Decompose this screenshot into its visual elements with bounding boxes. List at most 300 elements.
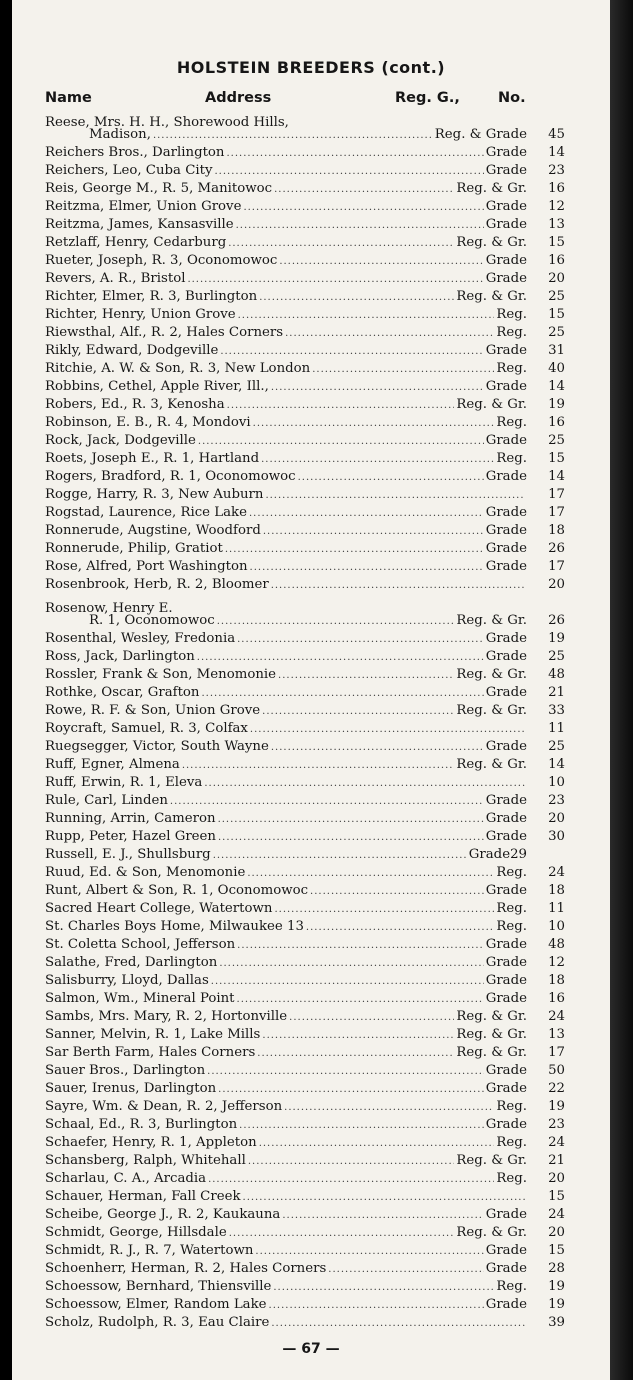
registration-class: Reg. & Gr. — [456, 1009, 527, 1024]
herd-count: 25 — [548, 433, 565, 448]
herd-count: 22 — [548, 1081, 565, 1096]
registration-class: Grade — [485, 433, 527, 448]
list-item — [45, 1170, 565, 1188]
dot-leader — [328, 1261, 483, 1279]
list-item — [45, 558, 565, 576]
list-item — [45, 756, 565, 774]
registration-class: Grade — [485, 541, 527, 556]
breeder-name-address: Riewsthal, Alf., R. 2, Hales Corners — [45, 325, 284, 340]
herd-count: 19 — [548, 1099, 565, 1114]
dot-leader — [249, 505, 484, 523]
dot-leader — [289, 1009, 454, 1027]
registration-class: Reg. & Gr. — [456, 1225, 527, 1240]
herd-count: 15 — [548, 451, 565, 466]
registration-class: Grade — [485, 559, 527, 574]
herd-count: 45 — [548, 127, 565, 142]
breeder-name-address: St. Charles Boys Home, Milwaukee 13 — [45, 919, 304, 934]
dot-leader — [250, 559, 484, 577]
registration-class: Grade — [485, 1063, 527, 1078]
dot-leader — [298, 469, 484, 487]
dot-leader — [262, 1027, 454, 1045]
list-item — [45, 594, 565, 616]
list-item — [45, 522, 565, 540]
herd-count: 19 — [548, 1279, 565, 1294]
list-item — [45, 1188, 565, 1206]
dot-leader — [243, 1189, 525, 1207]
list-item — [45, 144, 565, 162]
registration-class: Reg. & Gr. — [456, 1027, 527, 1042]
list-item — [45, 1152, 565, 1170]
list-item — [45, 504, 565, 522]
list-item — [45, 108, 565, 130]
herd-count: 25 — [548, 289, 565, 304]
breeder-name-address: Madison, — [89, 127, 151, 142]
list-item — [45, 1296, 565, 1314]
herd-count: 10 — [548, 919, 565, 934]
herd-count: 48 — [548, 667, 565, 682]
dot-leader — [257, 1045, 454, 1063]
list-item — [45, 270, 565, 288]
registration-class: Reg. — [496, 415, 527, 430]
herd-count: 16 — [548, 181, 565, 196]
registration-class: Grade — [485, 829, 527, 844]
registration-class: Grade — [485, 217, 527, 232]
list-item — [45, 1008, 565, 1026]
herd-count: 16 — [548, 253, 565, 268]
list-item — [45, 936, 565, 954]
list-item — [45, 702, 565, 720]
herd-count: 15 — [548, 1243, 565, 1258]
herd-count: 12 — [548, 199, 565, 214]
herd-count: 14 — [548, 145, 565, 160]
dot-leader — [269, 1297, 484, 1315]
registration-class: Reg. & Gr. — [456, 757, 527, 772]
list-item — [45, 810, 565, 828]
breeder-name-address: Robbins, Cethel, Apple River, Ill., — [45, 379, 269, 394]
herd-count: 24 — [548, 865, 565, 880]
dot-leader — [284, 1099, 494, 1117]
dot-leader — [243, 199, 483, 217]
book-spine — [610, 0, 633, 1380]
breeder-name-address: Rossler, Frank & Son, Menomonie — [45, 667, 277, 682]
herd-count: 20 — [548, 271, 565, 286]
breeder-name-address: Richter, Elmer, R. 3, Burlington — [45, 289, 258, 304]
dot-leader — [312, 361, 494, 379]
registration-class: Reg. — [496, 361, 527, 376]
registration-class: Reg. — [496, 307, 527, 322]
dot-leader — [250, 721, 525, 739]
list-item — [45, 432, 565, 450]
herd-count: 23 — [548, 163, 565, 178]
dot-leader — [279, 253, 483, 271]
dot-leader — [198, 433, 484, 451]
breeder-name-address: Rogers, Bradford, R. 1, Oconomowoc — [45, 469, 296, 484]
breeder-name-address: Rogge, Harry, R. 3, New Auburn — [45, 487, 264, 502]
registration-class: Reg. & Gr. — [456, 397, 527, 412]
list-item — [45, 1062, 565, 1080]
breeder-name-address: Rosenow, Henry E. — [45, 601, 173, 616]
dot-leader — [262, 703, 454, 721]
list-item — [45, 1134, 565, 1152]
dot-leader — [237, 631, 484, 649]
list-item — [45, 1080, 565, 1098]
dot-leader — [271, 577, 525, 595]
herd-count: 17 — [548, 505, 565, 520]
dot-leader — [227, 397, 455, 415]
registration-class: Reg. — [496, 919, 527, 934]
breeder-name-address: Sauer Bros., Darlington — [45, 1063, 206, 1078]
herd-count: 19 — [548, 1297, 565, 1312]
herd-count: 25 — [548, 325, 565, 340]
dot-leader — [237, 991, 484, 1009]
registration-class: Reg. — [496, 901, 527, 916]
registration-class: Grade — [485, 199, 527, 214]
dot-leader — [261, 451, 494, 469]
dot-leader — [253, 415, 495, 433]
herd-count: 50 — [548, 1063, 565, 1078]
dot-leader — [175, 594, 525, 612]
list-item — [45, 288, 565, 306]
registration-class: Reg. — [496, 1135, 527, 1150]
breeder-name-address: Schmidt, R. J., R. 7, Watertown — [45, 1243, 254, 1258]
herd-count: 15 — [548, 235, 565, 250]
herd-count: 20 — [548, 1225, 565, 1240]
list-item — [45, 828, 565, 846]
breeder-name-address: Ross, Jack, Darlington — [45, 649, 195, 664]
breeder-name-address: Sauer, Irenus, Darlington — [45, 1081, 217, 1096]
registration-class: Reg. — [496, 325, 527, 340]
registration-class: Grade — [485, 469, 527, 484]
registration-class: Grade — [485, 685, 527, 700]
dot-leader — [306, 919, 494, 937]
breeder-name-address: Ruegsegger, Victor, South Wayne — [45, 739, 269, 754]
column-headers — [45, 90, 565, 108]
breeder-name-address: Sacred Heart College, Watertown — [45, 901, 273, 916]
herd-count: 18 — [548, 883, 565, 898]
breeder-name-address: Robers, Ed., R. 3, Kenosha — [45, 397, 225, 412]
registration-class: Grade — [485, 811, 527, 826]
herd-count: 20 — [548, 577, 565, 592]
list-item — [45, 648, 565, 666]
herd-count: 33 — [548, 703, 565, 718]
herd-count: 21 — [548, 1153, 565, 1168]
breeder-name-address: Richter, Henry, Union Grove — [45, 307, 236, 322]
herd-count: 11 — [548, 901, 565, 916]
herd-count: 12 — [548, 955, 565, 970]
registration-class: Reg. & Grade — [434, 127, 527, 142]
registration-class: Reg. — [496, 1171, 527, 1186]
registration-class: Grade — [485, 991, 527, 1006]
list-item — [45, 738, 565, 756]
registration-class: Reg. & Gr. — [456, 289, 527, 304]
header-number: No. — [498, 90, 526, 106]
breeder-name-address: Rowe, R. F. & Son, Union Grove — [45, 703, 261, 718]
dot-leader — [218, 829, 484, 847]
herd-count: 23 — [548, 1117, 565, 1132]
breeder-name-address: Sar Berth Farm, Hales Corners — [45, 1045, 256, 1060]
herd-count: 10 — [548, 775, 565, 790]
list-item — [45, 216, 565, 234]
list-item — [45, 774, 565, 792]
herd-count: 15 — [548, 1189, 565, 1204]
header-name: Name — [45, 90, 92, 106]
dot-leader — [278, 667, 454, 685]
registration-class: Reg. & Gr. — [456, 703, 527, 718]
breeder-name-address: Schmidt, George, Hillsdale — [45, 1225, 227, 1240]
dot-leader — [259, 1135, 495, 1153]
breeder-name-address: Rothke, Oscar, Grafton — [45, 685, 200, 700]
list-item — [45, 666, 565, 684]
list-item — [45, 846, 565, 864]
dot-leader — [310, 883, 484, 901]
registration-class: Reg. & Gr. — [456, 1045, 527, 1060]
herd-count: 48 — [548, 937, 565, 952]
list-item — [45, 540, 565, 558]
header-registration: Reg. G., — [395, 90, 460, 106]
registration-class: Reg. & Gr. — [456, 613, 527, 628]
page-number: — 67 — — [282, 1341, 340, 1357]
list-item — [45, 792, 565, 810]
registration-class: Grade — [485, 253, 527, 268]
herd-count: 16 — [548, 415, 565, 430]
registration-class: Grade — [485, 1081, 527, 1096]
herd-count: 11 — [548, 721, 565, 736]
dot-leader — [259, 289, 454, 307]
breeder-name-address: Reitzma, Elmer, Union Grove — [45, 199, 242, 214]
breeder-name-address: Reichers, Leo, Cuba City — [45, 163, 213, 178]
dot-leader — [236, 217, 484, 235]
herd-count: 17 — [548, 1045, 565, 1060]
herd-count: 39 — [548, 1315, 565, 1330]
breeder-name-address: Ruff, Egner, Almena — [45, 757, 180, 772]
list-item — [45, 720, 565, 738]
breeder-name-address: Roets, Joseph E., R. 1, Hartland — [45, 451, 260, 466]
dot-leader — [238, 307, 495, 325]
dot-leader — [220, 343, 483, 361]
dot-leader — [211, 973, 484, 991]
dot-leader — [182, 757, 455, 775]
list-item — [45, 252, 565, 270]
breeder-list — [45, 108, 565, 1332]
herd-count: 20 — [548, 811, 565, 826]
dot-leader — [229, 1225, 455, 1243]
registration-class: Grade — [485, 523, 527, 538]
dot-leader — [271, 379, 484, 397]
registration-class: Reg. — [496, 451, 527, 466]
registration-class: Grade — [485, 1297, 527, 1312]
herd-count: 30 — [548, 829, 565, 844]
registration-class: Reg. & Gr. — [456, 667, 527, 682]
herd-count: 25 — [548, 739, 565, 754]
list-item — [45, 450, 565, 468]
dot-leader — [187, 271, 483, 289]
breeder-name-address: Rock, Jack, Dodgeville — [45, 433, 196, 448]
herd-count: 20 — [548, 1171, 565, 1186]
breeder-name-address: Roycraft, Samuel, R. 3, Colfax — [45, 721, 248, 736]
list-item — [45, 972, 565, 990]
breeder-name-address: Ronnerude, Philip, Gratiot — [45, 541, 223, 556]
list-item — [45, 1116, 565, 1134]
registration-class: Grade — [485, 649, 527, 664]
list-item — [45, 612, 565, 630]
registration-class: Reg. — [496, 1279, 527, 1294]
breeder-name-address: Sanner, Melvin, R. 1, Lake Mills — [45, 1027, 261, 1042]
dot-leader — [263, 523, 484, 541]
breeder-name-address: Rogstad, Laurence, Rice Lake — [45, 505, 247, 520]
dot-leader — [265, 487, 525, 505]
breeder-name-address: Scholz, Rudolph, R. 3, Eau Claire — [45, 1315, 270, 1330]
dot-leader — [207, 1063, 484, 1081]
dot-leader — [255, 1243, 483, 1261]
breeder-name-address: Salathe, Fred, Darlington — [45, 955, 218, 970]
dot-leader — [239, 1117, 484, 1135]
breeder-name-address: Rosenthal, Wesley, Fredonia — [45, 631, 236, 646]
breeder-name-address: R. 1, Oconomowoc — [89, 613, 215, 628]
dot-leader — [228, 235, 454, 253]
registration-class: Grade — [485, 271, 527, 286]
registration-class: Grade — [485, 883, 527, 898]
list-item — [45, 396, 565, 414]
registration-class: Grade — [485, 1243, 527, 1258]
breeder-name-address: Ruff, Erwin, R. 1, Eleva — [45, 775, 203, 790]
dot-leader — [271, 1315, 525, 1333]
dot-leader — [204, 775, 525, 793]
dot-leader — [273, 1279, 494, 1297]
list-item — [45, 1098, 565, 1116]
breeder-name-address: Salmon, Wm., Mineral Point — [45, 991, 235, 1006]
breeder-name-address: Reis, George M., R. 5, Manitowoc — [45, 181, 273, 196]
registration-class: Reg. — [496, 1099, 527, 1114]
herd-count: 18 — [548, 973, 565, 988]
breeder-name-address: Schaefer, Henry, R. 1, Appleton — [45, 1135, 257, 1150]
breeder-name-address: Russell, E. J., Shullsburg — [45, 847, 211, 862]
registration-class: Reg. & Gr. — [456, 181, 527, 196]
dot-leader — [153, 127, 433, 145]
breeder-name-address: Rosenbrook, Herb, R. 2, Bloomer — [45, 577, 269, 592]
registration-class: Grade — [485, 793, 527, 808]
header-address: Address — [205, 90, 272, 106]
registration-class: Grade — [485, 343, 527, 358]
breeder-name-address: Running, Arrin, Cameron — [45, 811, 216, 826]
list-item — [45, 162, 565, 180]
breeder-name-address: Sambs, Mrs. Mary, R. 2, Hortonville — [45, 1009, 288, 1024]
dot-leader — [213, 847, 467, 865]
breeder-name-address: Schoenherr, Herman, R. 2, Hales Corners — [45, 1261, 327, 1276]
breeder-name-address: Robinson, E. B., R. 4, Mondovi — [45, 415, 251, 430]
dot-leader — [282, 1207, 483, 1225]
dot-leader — [274, 901, 494, 919]
breeder-name-address: St. Coletta School, Jefferson — [45, 937, 236, 952]
list-item — [45, 954, 565, 972]
registration-class: Grade — [485, 739, 527, 754]
herd-count: 13 — [548, 1027, 565, 1042]
dot-leader — [285, 325, 494, 343]
list-item — [45, 306, 565, 324]
breeder-name-address: Reichers Bros., Darlington — [45, 145, 225, 160]
list-item — [45, 864, 565, 882]
herd-count: 17 — [548, 559, 565, 574]
herd-count: 26 — [548, 613, 565, 628]
list-item — [45, 918, 565, 936]
registration-class: Grade — [485, 1261, 527, 1276]
dot-leader — [218, 1081, 484, 1099]
breeder-name-address: Rule, Carl, Linden — [45, 793, 168, 808]
breeder-name-address: Retzlaff, Henry, Cedarburg — [45, 235, 227, 250]
dot-leader — [170, 793, 484, 811]
registration-class: Grade29 — [468, 847, 527, 862]
list-item — [45, 180, 565, 198]
registration-class: Grade — [485, 505, 527, 520]
breeder-name-address: Rueter, Joseph, R. 3, Oconomowoc — [45, 253, 278, 268]
breeder-name-address: Schauer, Herman, Fall Creek — [45, 1189, 241, 1204]
breeder-name-address: Runt, Albert & Son, R. 1, Oconomowoc — [45, 883, 309, 898]
registration-class: Reg. — [496, 865, 527, 880]
dot-leader — [274, 181, 454, 199]
list-item — [45, 1314, 565, 1332]
list-item — [45, 360, 565, 378]
registration-class: Grade — [485, 631, 527, 646]
list-item — [45, 342, 565, 360]
list-item — [45, 576, 565, 594]
breeder-name-address: Reese, Mrs. H. H., Shorewood Hills, — [45, 115, 289, 130]
dot-leader — [227, 145, 484, 163]
herd-count: 14 — [548, 469, 565, 484]
registration-class: Grade — [485, 955, 527, 970]
page-title: HOLSTEIN BREEDERS (cont.) — [176, 58, 446, 77]
herd-count: 28 — [548, 1261, 565, 1276]
herd-count: 24 — [548, 1135, 565, 1150]
herd-count: 24 — [548, 1009, 565, 1024]
breeder-name-address: Ritchie, A. W. & Son, R. 3, New London — [45, 361, 311, 376]
registration-class: Reg. & Gr. — [456, 235, 527, 250]
breeder-name-address: Scheibe, George J., R. 2, Kaukauna — [45, 1207, 281, 1222]
breeder-name-address: Salisburry, Lloyd, Dallas — [45, 973, 209, 988]
dot-leader — [202, 685, 484, 703]
dot-leader — [291, 108, 525, 126]
dot-leader — [225, 541, 484, 559]
breeder-name-address: Sayre, Wm. & Dean, R. 2, Jefferson — [45, 1099, 283, 1114]
list-item — [45, 900, 565, 918]
dot-leader — [248, 1153, 454, 1171]
list-item — [45, 1278, 565, 1296]
breeder-name-address: Scharlau, C. A., Arcadia — [45, 1171, 207, 1186]
dot-leader — [219, 955, 483, 973]
herd-count: 21 — [548, 685, 565, 700]
breeder-name-address: Schoessow, Elmer, Random Lake — [45, 1297, 267, 1312]
list-item — [45, 414, 565, 432]
list-item — [45, 486, 565, 504]
breeder-name-address: Ruud, Ed. & Son, Menomonie — [45, 865, 246, 880]
herd-count: 19 — [548, 631, 565, 646]
herd-count: 24 — [548, 1207, 565, 1222]
list-item — [45, 198, 565, 216]
list-item — [45, 1224, 565, 1242]
list-item — [45, 1044, 565, 1062]
herd-count: 40 — [548, 361, 565, 376]
herd-count: 25 — [548, 649, 565, 664]
registration-class: Grade — [485, 145, 527, 160]
list-item — [45, 990, 565, 1008]
list-item — [45, 234, 565, 252]
herd-count: 16 — [548, 991, 565, 1006]
dot-leader — [208, 1171, 494, 1189]
breeder-name-address: Rose, Alfred, Port Washington — [45, 559, 248, 574]
list-item — [45, 126, 565, 144]
list-item — [45, 630, 565, 648]
breeder-name-address: Ronnerude, Augstine, Woodford — [45, 523, 261, 538]
list-item — [45, 324, 565, 342]
herd-count: 14 — [548, 379, 565, 394]
